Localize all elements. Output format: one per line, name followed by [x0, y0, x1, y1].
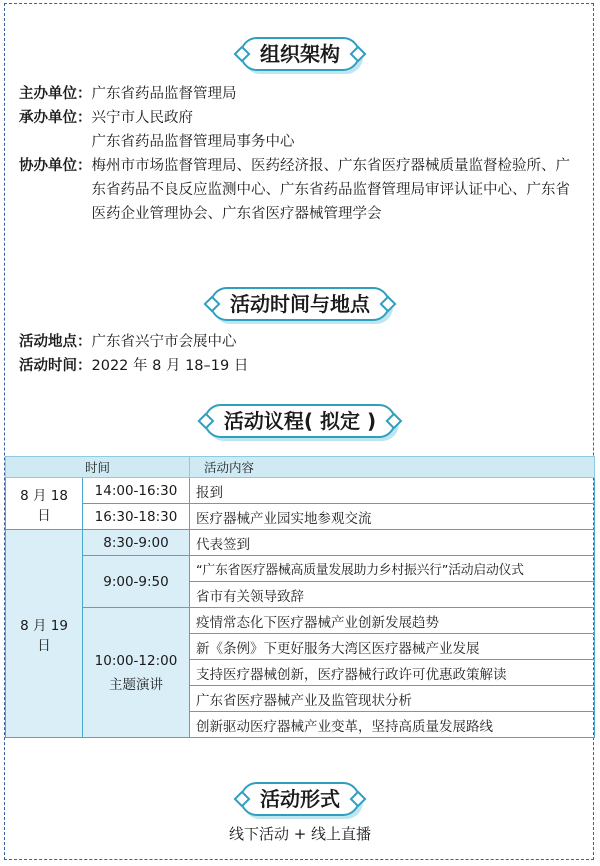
content-cell: 创新驱动医疗器械产业变革，坚持高质量发展路线	[190, 712, 595, 738]
section-title: 活动议程( 拟定 )	[204, 404, 396, 438]
organizer-value	[92, 106, 581, 154]
section-heading-form	[240, 782, 360, 816]
section-title: 组织架构	[240, 37, 360, 71]
section-title: 活动形式	[240, 782, 360, 816]
content-cell: 支持医疗器械创新，医疗器械行政许可优惠政策解读	[190, 660, 595, 686]
place-value: 广东省兴宁市会展中心	[91, 334, 237, 350]
col-header-time: 时间	[6, 457, 190, 478]
content-cell: “广东省医疗器械高质量发展助力乡村振兴行”活动启动仪式	[190, 556, 595, 582]
date-cell-day1: 8 月 18 日	[6, 478, 83, 530]
content-cell: 省市有关领导致辞	[190, 582, 595, 608]
co-organizer-value: 梅州市市场监督管理局、医药经济报、广东省医疗器械质量监督检验所、广东省药品不良反应监测中心、广东省药品监督管理局审评认证中心、广东省医药企业管理协会、广东省医疗器械管理学会	[91, 158, 570, 222]
date-cell-day2: 8 月 19 日	[6, 530, 83, 738]
host-row	[19, 82, 580, 106]
table-row	[6, 530, 595, 556]
content-cell: 报到	[190, 478, 595, 504]
section-heading-time-place	[210, 287, 390, 321]
keynote-time: 10:00-12:00	[94, 652, 178, 669]
organizer-1: 兴宁市人民政府	[91, 110, 193, 126]
organizer-row	[19, 106, 580, 154]
time-label: 活动时间：	[19, 358, 92, 374]
content-cell: 广东省医疗器械产业及监管现状分析	[190, 686, 595, 712]
section-title: 活动时间与地点	[210, 287, 390, 321]
time-cell: 16:30-18:30	[83, 504, 190, 530]
organizer-2: 广东省药品监督管理局事务中心	[91, 134, 295, 150]
activity-form-text: 线下活动 + 线上直播	[228, 825, 372, 843]
time-cell: 9:00-9:50	[83, 556, 190, 608]
col-header-content: 活动内容	[190, 457, 595, 478]
table-row	[6, 504, 595, 530]
time-value: 2022 年 8 月 18–19 日	[91, 358, 249, 374]
place-label: 活动地点：	[19, 334, 92, 350]
host-value: 广东省药品监督管理局	[91, 86, 237, 102]
agenda-table	[5, 456, 595, 738]
host-label: 主办单位：	[19, 86, 92, 102]
time-cell	[83, 608, 190, 738]
time-row	[19, 354, 580, 378]
content-cell: 新《条例》下更好服务大湾区医疗器械产业发展	[190, 634, 595, 660]
content-cell: 医疗器械产业园实地参观交流	[190, 504, 595, 530]
table-row	[6, 556, 595, 582]
content-cell: 疫情常态化下医疗器械产业创新发展趋势	[190, 608, 595, 634]
time-cell: 8:30-9:00	[83, 530, 190, 556]
co-organizer-label: 协办单位：	[19, 158, 92, 174]
section-heading-org	[240, 37, 360, 71]
co-organizer-row	[19, 154, 580, 226]
venue-info	[19, 330, 580, 378]
agenda-header-row	[6, 457, 595, 478]
org-info	[19, 82, 580, 226]
place-row	[19, 330, 580, 354]
keynote-label: 主题演讲	[109, 676, 163, 693]
organizer-label: 承办单位：	[19, 110, 92, 126]
table-row	[6, 478, 595, 504]
time-cell: 14:00-16:30	[83, 478, 190, 504]
content-cell: 代表签到	[190, 530, 595, 556]
section-heading-agenda	[204, 404, 396, 438]
table-row	[6, 608, 595, 634]
